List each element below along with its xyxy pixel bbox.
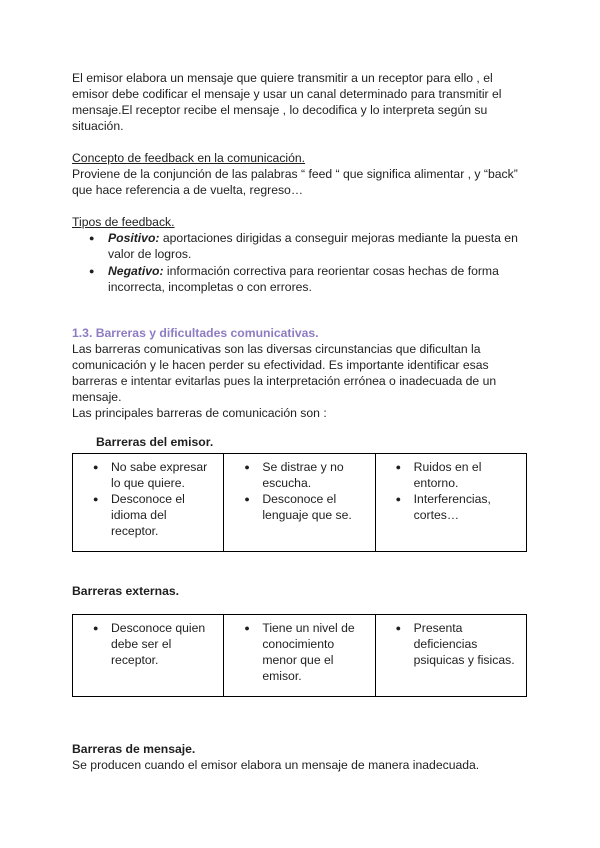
intro-paragraph: El emisor elabora un mensaje que quiere transmitir a un receptor para ello , el emisor debe codificar el mensaje y usar un canal determinado para transmitir el mensaje.El receptor recibe el mensaje , lo decodifica y lo interpreta según su situación. [72,71,502,133]
list-item: ● Desconoce el lenguaje que se. [244,491,366,523]
list-item: ● Tiene un nivel de conocimiento menor que el emisor. [244,620,366,684]
list-item: ● Interferencias, cortes… [396,491,518,523]
externas-table [72,614,527,697]
feedback-desc: información correctiva para reorientar cosas hechas de forma incorrecta, incompletas o con errores. [108,264,499,294]
list-item: ● No sabe expresar lo que quiere. [93,459,215,491]
section-heading: 1.3. Barreras y dificultades comunicativas. [72,326,319,340]
emisor-table [72,453,527,552]
table-cell [73,615,224,697]
section-lead: Las principales barreras de comunicación son : [72,406,327,420]
mensaje-text: Se producen cuando el emisor elabora un mensaje de manera inadecuada. [72,758,480,772]
feedback-term: Negativo: [108,264,164,278]
table-cell [375,615,526,697]
feedback-title: Concepto de feedback en la comunicación. [72,151,306,165]
list-item: ● Desconoce el idioma del receptor. [93,491,215,539]
feedback-desc: aportaciones dirigidas a conseguir mejoras mediante la puesta en valor de logros. [108,231,518,261]
table-cell [224,454,375,552]
section-paragraph: Las barreras comunicativas son las diversas circunstancias que dificultan la comunicación y le hacen perder su efectividad. Es importante identificar esas barreras e intentar evitarlas pues la interpretación errónea o inadecuada de un mensaje. [72,342,497,404]
table-row [73,454,527,552]
list-item: ● Desconoce quien debe ser el receptor. [93,620,215,668]
table-cell [73,454,224,552]
document-page [72,70,532,773]
feedback-term: Positivo: [108,231,160,245]
list-item: ● Ruidos en el entorno. [396,459,518,491]
table-cell [375,454,526,552]
table-row [73,615,527,697]
list-item: ● Se distrae y no escucha. [244,459,366,491]
table-cell [224,615,375,697]
externas-table-title: Barreras externas. [72,584,180,598]
list-item [89,263,532,295]
list-item [89,230,532,262]
feedback-types-title: Tipos de feedback. [72,215,175,229]
feedback-types-list [72,230,532,295]
mensaje-title: Barreras de mensaje. [72,742,196,756]
feedback-text: Proviene de la conjunción de las palabras “ feed “ que significa alimentar , y “back” que hace referencia a de vuelta, regreso… [72,167,518,197]
emisor-table-title: Barreras del emisor. [96,435,214,449]
list-item: ● Presenta deficiencias psiquicas y fisicas. [396,620,518,668]
